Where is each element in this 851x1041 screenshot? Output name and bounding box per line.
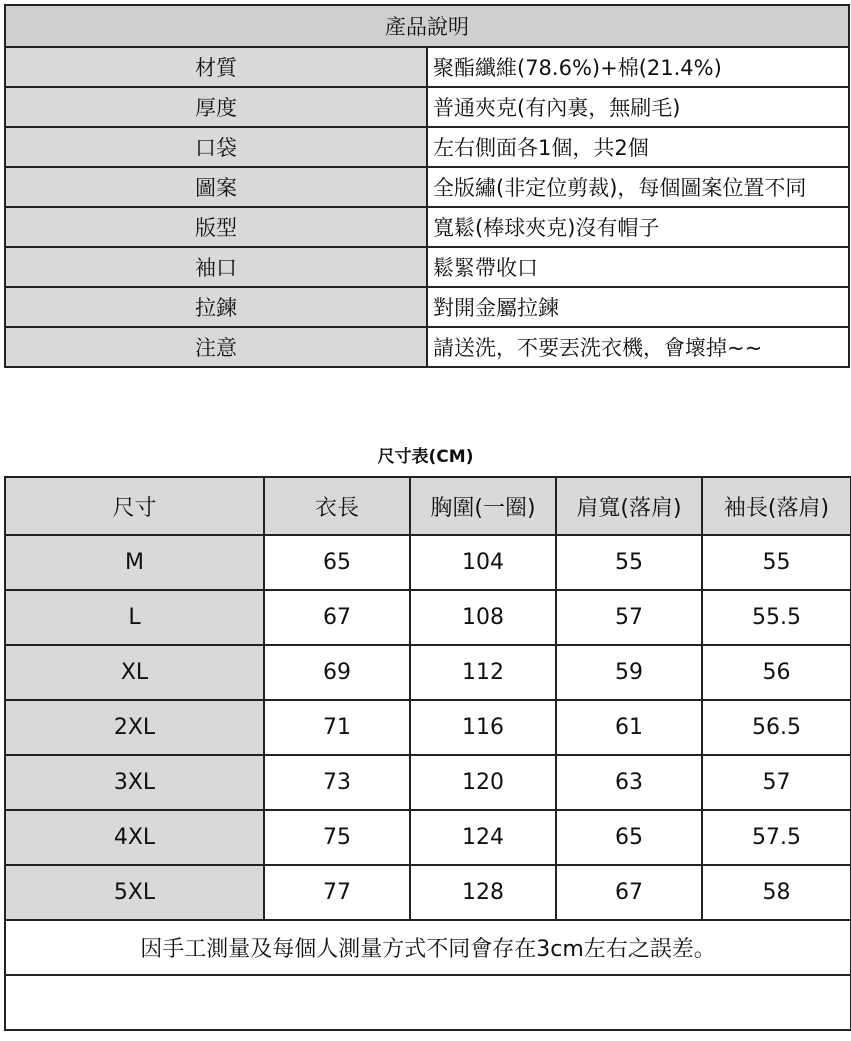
size-cell: 2XL bbox=[5, 700, 264, 755]
header-size: 尺寸 bbox=[5, 477, 264, 535]
chest-cell: 128 bbox=[410, 865, 556, 920]
product-row-label: 材質 bbox=[5, 47, 427, 87]
length-cell: 67 bbox=[264, 590, 410, 645]
product-row-label: 版型 bbox=[5, 207, 427, 247]
sleeve-cell: 56.5 bbox=[702, 700, 851, 755]
product-row-label: 袖口 bbox=[5, 247, 427, 287]
shoulder-cell: 61 bbox=[556, 700, 702, 755]
product-row bbox=[5, 247, 849, 287]
length-cell: 73 bbox=[264, 755, 410, 810]
product-row-label: 厚度 bbox=[5, 87, 427, 127]
sleeve-cell: 57.5 bbox=[702, 810, 851, 865]
size-header-row bbox=[5, 477, 851, 535]
header-chest: 胸圍(一圈) bbox=[410, 477, 556, 535]
length-cell: 77 bbox=[264, 865, 410, 920]
size-chart-title: 尺寸表(CM) bbox=[377, 447, 474, 467]
header-length: 衣長 bbox=[264, 477, 410, 535]
shoulder-cell: 55 bbox=[556, 535, 702, 590]
chest-cell: 108 bbox=[410, 590, 556, 645]
empty-cell bbox=[5, 975, 851, 1030]
shoulder-cell: 67 bbox=[556, 865, 702, 920]
size-row bbox=[5, 810, 851, 865]
sleeve-cell: 55 bbox=[702, 535, 851, 590]
chest-cell: 124 bbox=[410, 810, 556, 865]
product-row-label: 口袋 bbox=[5, 127, 427, 167]
header-shoulder: 肩寬(落肩) bbox=[556, 477, 702, 535]
product-row-label: 拉鍊 bbox=[5, 287, 427, 327]
length-cell: 75 bbox=[264, 810, 410, 865]
chest-cell: 116 bbox=[410, 700, 556, 755]
size-cell: 3XL bbox=[5, 755, 264, 810]
shoulder-cell: 65 bbox=[556, 810, 702, 865]
size-row bbox=[5, 755, 851, 810]
header-sleeve: 袖長(落肩) bbox=[702, 477, 851, 535]
product-row bbox=[5, 47, 849, 87]
measurement-note: 因手工測量及每個人測量方式不同會存在3cm左右之誤差。 bbox=[5, 920, 851, 975]
sleeve-cell: 55.5 bbox=[702, 590, 851, 645]
size-row bbox=[5, 700, 851, 755]
product-title-row bbox=[5, 5, 849, 47]
size-cell: M bbox=[5, 535, 264, 590]
product-row-value: 全版繡(非定位剪裁)，每個圖案位置不同 bbox=[427, 167, 849, 207]
product-table-title: 產品說明 bbox=[5, 5, 849, 47]
chest-cell: 112 bbox=[410, 645, 556, 700]
product-row bbox=[5, 327, 849, 367]
length-cell: 71 bbox=[264, 700, 410, 755]
product-row bbox=[5, 167, 849, 207]
size-row bbox=[5, 865, 851, 920]
product-row-value: 普通夾克(有內裏，無刷毛) bbox=[427, 87, 849, 127]
size-cell: 5XL bbox=[5, 865, 264, 920]
empty-row bbox=[5, 975, 851, 1030]
size-row bbox=[5, 645, 851, 700]
product-row-value: 對開金屬拉鍊 bbox=[427, 287, 849, 327]
product-row-value: 請送洗，不要丟洗衣機，會壞掉~~ bbox=[427, 327, 849, 367]
product-row-label: 圖案 bbox=[5, 167, 427, 207]
length-cell: 69 bbox=[264, 645, 410, 700]
size-cell: L bbox=[5, 590, 264, 645]
product-row bbox=[5, 207, 849, 247]
size-cell: 4XL bbox=[5, 810, 264, 865]
sleeve-cell: 57 bbox=[702, 755, 851, 810]
product-description-table bbox=[4, 4, 850, 368]
note-row bbox=[5, 920, 851, 975]
product-row-value: 寬鬆(棒球夾克)沒有帽子 bbox=[427, 207, 849, 247]
length-cell: 65 bbox=[264, 535, 410, 590]
shoulder-cell: 57 bbox=[556, 590, 702, 645]
chest-cell: 120 bbox=[410, 755, 556, 810]
product-row bbox=[5, 127, 849, 167]
product-row-value: 聚酯纖維(78.6%)+棉(21.4%) bbox=[427, 47, 849, 87]
product-row-value: 左右側面各1個，共2個 bbox=[427, 127, 849, 167]
shoulder-cell: 63 bbox=[556, 755, 702, 810]
size-chart-table bbox=[4, 476, 851, 1031]
product-row-value: 鬆緊帶收口 bbox=[427, 247, 849, 287]
chest-cell: 104 bbox=[410, 535, 556, 590]
product-row bbox=[5, 287, 849, 327]
sleeve-cell: 58 bbox=[702, 865, 851, 920]
size-row bbox=[5, 590, 851, 645]
size-cell: XL bbox=[5, 645, 264, 700]
shoulder-cell: 59 bbox=[556, 645, 702, 700]
size-row bbox=[5, 535, 851, 590]
product-row-label: 注意 bbox=[5, 327, 427, 367]
sleeve-cell: 56 bbox=[702, 645, 851, 700]
product-row bbox=[5, 87, 849, 127]
